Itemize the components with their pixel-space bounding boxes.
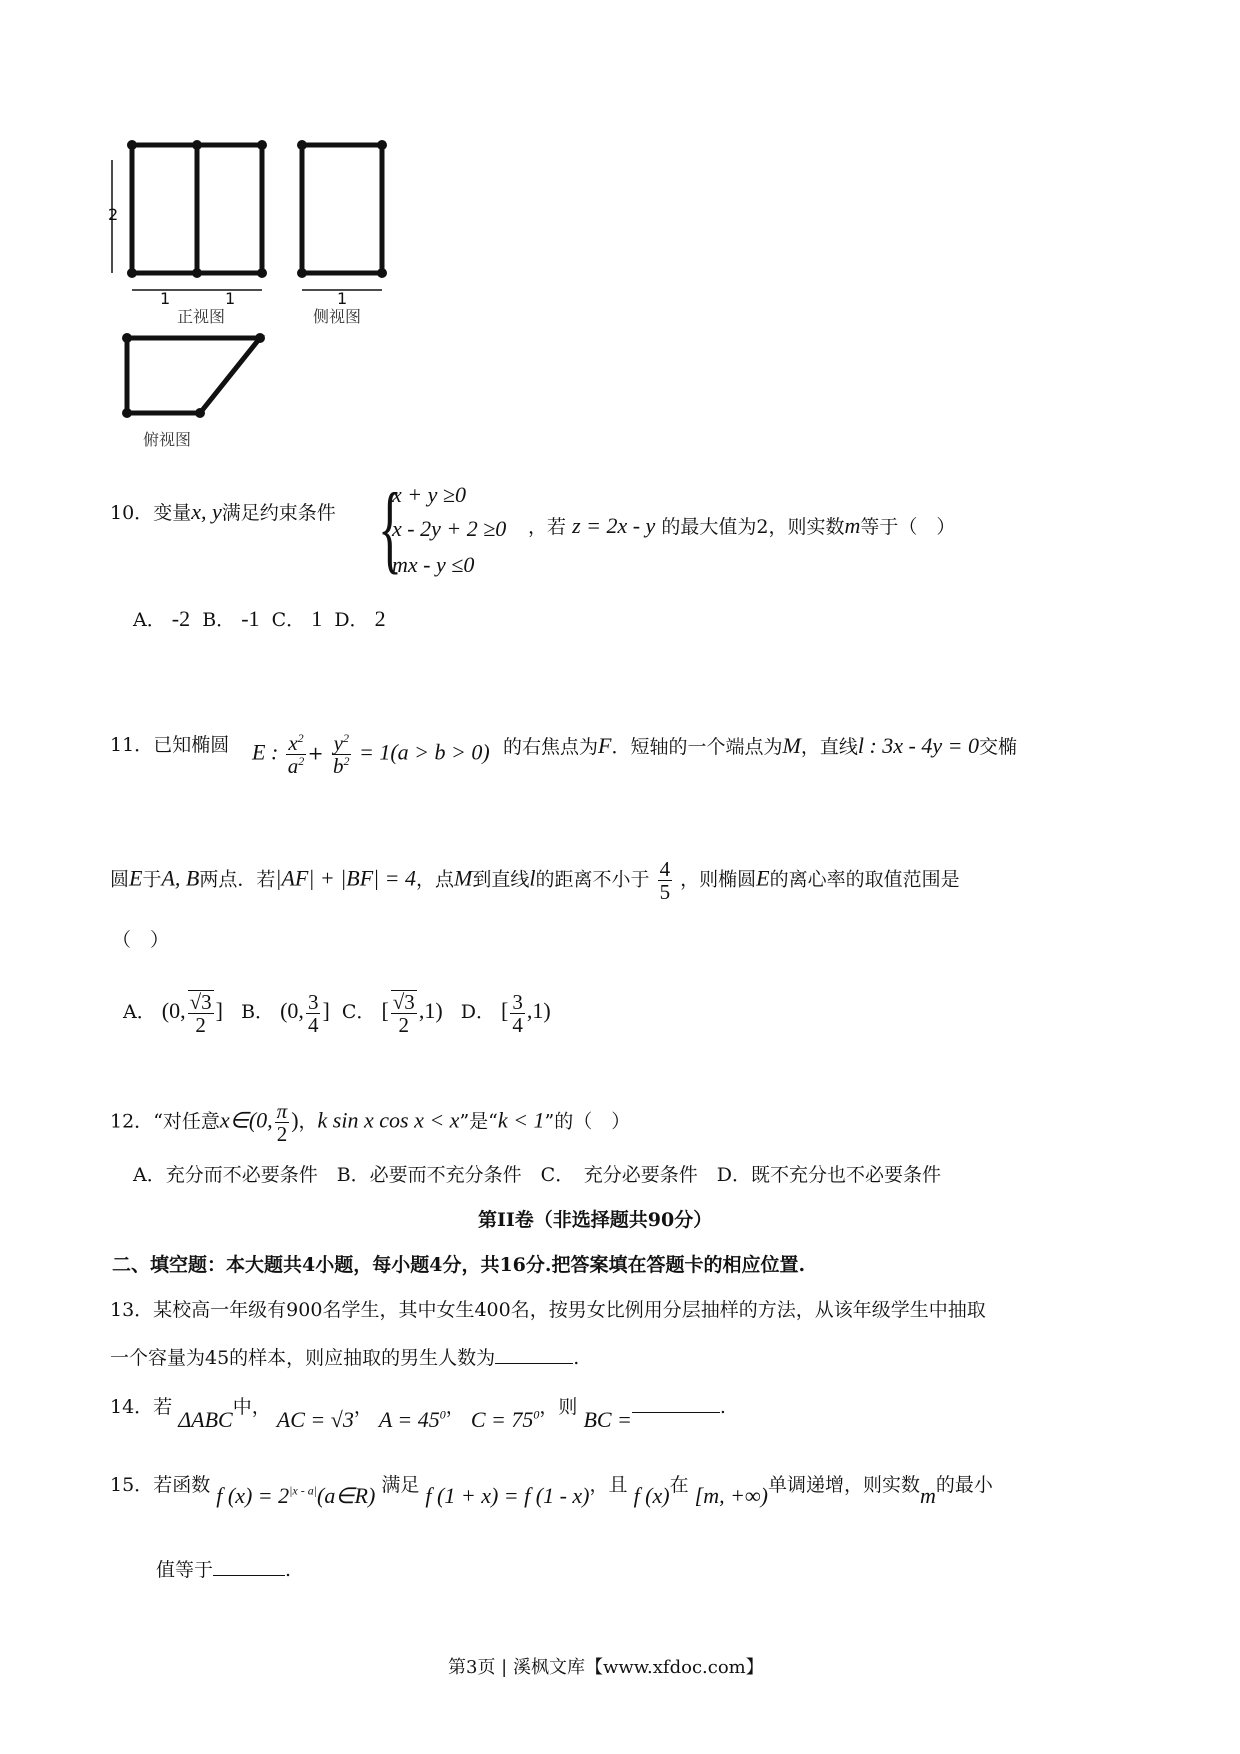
q11-option-d[interactable]: D． [ $\frac{3}{4}$ ,1) [460,989,551,1037]
q14-stem: 14．若 ΔABC中， AC = √3， $A = 45^0$， $C = 75^0$，则 BC = . [110,1396,726,1432]
q14-answer-blank[interactable] [632,1394,720,1413]
section-title: 第II卷（非选择题共90分） [478,1209,713,1231]
q10-tail1: 的最大值为2，则实数 [661,516,845,538]
q10-tail2: 等于（ ） [860,516,956,538]
q13-answer-blank[interactable] [495,1345,573,1364]
q11-option-c[interactable]: C． [ $\frac{√3}{2}$ ,1) [341,990,443,1038]
front-view-label: 正视图 [177,307,226,326]
q10-tail [528,512,955,539]
q11-lead: 已知椭圆 [153,734,230,756]
q15-answer-blank[interactable] [213,1557,285,1576]
page-footer: 第3页 | 溪枫文库【www.xfdoc.com】 [448,1657,764,1678]
three-view-figure [105,140,405,460]
q10-lead: 变量 [153,502,192,524]
q15-stem: 15．若函数 f $(x) = 2^{|x - a|}(a\in R)$ 满足 f (1 + x) = f (1 - x)，且 f (x)在 [m, +∞)单调递增，则实数m的最小 [110,1474,993,1508]
q15-line2: 值等于 . [156,1559,292,1581]
dim-height-label: 2 [108,205,119,224]
dim-left-label: 1 [160,289,171,308]
q11-option-a[interactable]: A． (0, $\frac{√3}{2}$ ] [123,990,223,1038]
q11-line1 [110,730,229,757]
q10-if: ，若 [528,516,567,538]
q10-stem [110,498,336,525]
q13-line1: 13．某校高一年级有900名学生，其中女生400名，按男女比例用分层抽样的方法，从该年级学生中抽取 [110,1299,986,1321]
q13-line2: 一个容量为45的样本，则应抽取的男生人数为 . [110,1347,580,1369]
q12-options: A．充分而不必要条件 B．必要而不充分条件 C． 充分必要条件 D．既不充分也不必要条件 [133,1164,941,1186]
q10-constraint-2: x - 2y + 2 ≥0 [392,516,507,541]
q11-line1-tail: 的右焦点为F．短轴的一个端点为M，直线l : 3x - 4y = 0交椭 [503,733,1017,758]
q10-constraint-3: mx - y ≤0 [392,552,475,577]
q10-constraint-1: x + y ≥0 [392,482,466,507]
q10-options [133,605,386,632]
q11-number: 11． [110,734,154,756]
top-view-label: 俯视图 [143,430,192,449]
q11-option-b[interactable]: B． (0, $\frac{3}{4}$ ] [241,989,330,1037]
q10-brace: { [378,472,402,583]
q10-z: z = 2x - y [572,513,656,538]
q10-option-c[interactable]: C． 1 [271,606,323,631]
section-heading: 二、填空题：本大题共4小题，每小题4分，共16分.把答案填在答题卡的相应位置. [112,1254,806,1276]
q10-number: 10． [110,502,154,524]
q10-option-d[interactable]: D． 2 [334,606,386,631]
q10-m: m [844,513,861,538]
top-view [127,338,260,413]
q11-ellipse-eq: E : $\frac{x^2}{a^2}$ + $\frac{y^2}{b^2}$ = 1(a > b > 0) [252,731,490,779]
q10-option-a[interactable]: A． -2 [133,606,191,631]
q10-vars: x, y [191,499,222,524]
side-view-label: 侧视图 [313,307,362,326]
q11-paren: （ ） [112,929,170,951]
dim-right-label: 1 [225,289,236,308]
dim-side-label: 1 [337,289,348,308]
q10-cond-text: 满足约束条件 [221,502,336,524]
q11-line2: 圆E于A, B两点．若|AF| + |BF| = 4，点M到直线l的距离不小于 $\frac{4}{5}$ ，则椭圆E的离心率的取值范围是 [110,857,960,905]
q11-options [123,990,551,1036]
q12-stem: 12．“对任意x∈(0, $\frac{\pi}{2}$ )，k sin x cos x < x”是“k < 1”的（ ） [110,1099,631,1147]
q10-option-b[interactable]: B． -1 [202,606,260,631]
side-view [302,145,382,273]
